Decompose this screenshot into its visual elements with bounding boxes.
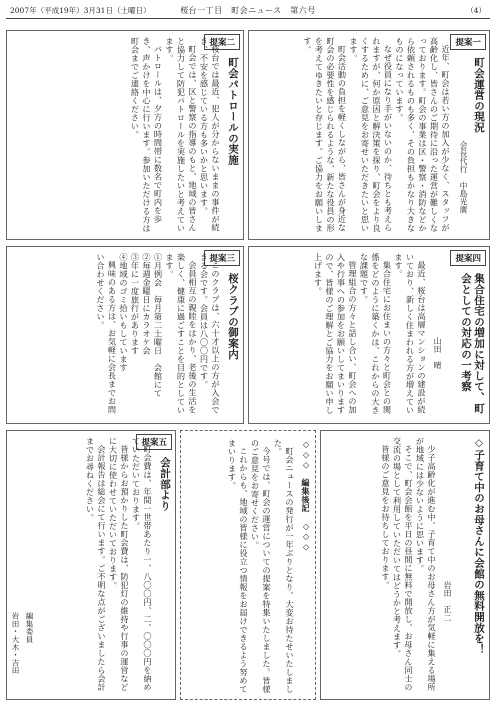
article-title: ◇子育て中のお母さんに会館の無料開放を！ xyxy=(473,437,485,655)
list-item: ③年に一度旅行があります xyxy=(130,253,141,355)
proposal-badge: 提案五 xyxy=(136,434,172,450)
paragraph: なぜ役員になり手がいないのか、待ちとも考えられますが、何か原因と解決策を探り、町会をより良くするために、ご意見をお寄せいただきたいと思います。 xyxy=(349,37,394,233)
paragraph: パトロールは、夕方の時間帯に数名で町内を歩き、声かけを中心に行います。参加いただける方は町会までご連絡ください。 xyxy=(130,37,164,233)
paragraph: 町会ニュースの発行が一年ぶりとなり、大変お待たせいたしました。 xyxy=(273,439,295,694)
proposal-badge: 提案一 xyxy=(450,34,486,50)
article-kosodate xyxy=(320,430,490,700)
editors-names: 岩田・大木・吉田 xyxy=(11,612,20,675)
paragraph: 少子高齢化が進む中、子育て中のお母さん方が気軽に集える場所が地域には少ないように思います。 xyxy=(415,437,437,692)
article-title: 町会パトロールの実施 xyxy=(227,57,239,165)
article-body xyxy=(11,253,221,419)
article-proposal-2 xyxy=(6,30,244,240)
paragraph: 町会費は、年間一世帯あたり一、八〇〇円、二、〇〇〇円を納めていただいております。 xyxy=(131,437,153,692)
list-item: ④地域のゴミ拾いもしています xyxy=(119,253,129,372)
paragraph: 町会では、区と警察の指導のもと、地域の皆さんと協力して防犯パトロールを実施したいと考えています。 xyxy=(165,37,198,233)
newsletter-title: 桜台一丁目 町会ニュース 第六号 xyxy=(180,6,316,15)
paragraph: 近年、町会は若い方の加入が少なく、スタッフが高齢化し、皆さんのご期待に沿った運営が難しくなっております。町会の事業は区・警察・消防などから依頼されるものも多く、その負担もかなり大きなものになっています。 xyxy=(395,37,451,233)
paragraph: 会員相互の親睦をはかり、老後の生活を楽しく、健康に過ごすことを目的としています。 xyxy=(165,253,198,415)
proposal-badge: 提案三 xyxy=(204,250,240,266)
paragraph: 興味のある方は、お気軽に会長までお問い合わせください。 xyxy=(96,253,118,415)
paragraph: 町会活動の負担を軽くしながら、皆さんが身近な町会の必要性を感じられるような、新たな役員の形を考えてゆきたいと存じます。ご協力をお願いします。 xyxy=(303,37,348,233)
page-number: （4） xyxy=(466,6,486,15)
proposal-badge: 提案四 xyxy=(450,250,486,266)
paragraph: 集合住宅にお住まいの方々と町会との関係をどのように築くかは、これからの大きな課題です。 xyxy=(359,253,393,415)
article-title: 町会運営の現況 xyxy=(473,57,485,133)
paragraph: 皆様のご意見をお待ちしております。 xyxy=(381,445,391,590)
article-body xyxy=(11,37,221,235)
paragraph: これからも、地域の皆様に役立つ情報をお届けできるよう努めてまいります。 xyxy=(227,439,249,694)
article-body xyxy=(253,37,451,235)
list-item: ①月例会 毎月第二土曜日 会館にて xyxy=(153,253,164,398)
article-title: 集合住宅の増加に対して、町会としての対応の一考察 xyxy=(460,273,485,414)
paragraph: 皆様からお預かりした町会費は、防犯灯の維持や行事の運営などに大切に使わせていただいております。 xyxy=(108,437,130,692)
page-header xyxy=(6,0,490,19)
article-proposal-4 xyxy=(248,246,490,424)
editorial-title: ◇◇◇ 編集後記 ◇◇◇ xyxy=(301,439,311,552)
article-body xyxy=(325,437,437,695)
article-proposal-1 xyxy=(248,30,490,240)
article-body xyxy=(253,253,427,419)
paragraph: 最近、桜台は高層マンションの建設が続いており、新しく住まわれる方が増えています。 xyxy=(394,253,427,415)
article-author: 会長代行 中島光廣 xyxy=(459,141,468,214)
article-author: 岩田 正二 xyxy=(443,581,452,622)
editors-label: 編集委員 xyxy=(25,612,34,644)
list-item: ②毎週金曜日にカラオケ会 xyxy=(142,253,152,355)
issue-date: 2007年（平成19年）3月31日（土曜日） xyxy=(10,6,151,15)
paragraph: このクラブは、六十才以上の方が入会できる会です。会員は八〇〇円です。 xyxy=(199,253,221,415)
article-proposal-3 xyxy=(6,246,244,424)
editorial-body xyxy=(185,439,295,695)
paragraph: 会計報告は総会にて行います。ご不明な点がございましたら会計までお尋ねください。 xyxy=(85,437,107,692)
editorial-note xyxy=(180,430,316,700)
paragraph: そこで、町会会館を平日の昼間に無料で開放し、お母さん同士の交流の場として利用していただいてはどうかと考えます。 xyxy=(392,437,414,692)
article-title: 桜クラブの御案内 xyxy=(227,273,239,360)
paragraph: 桜台では最近、犯人が分からないままの事件が続き、不安を感じている方も多いかと思います。 xyxy=(199,37,221,233)
proposal-badge: 提案二 xyxy=(204,34,240,50)
article-author: 山田 晴 xyxy=(433,337,442,370)
article-title: 会計部より xyxy=(159,457,171,511)
paragraph: 管理組合の方々と話し合い、町会への加入や行事への参加をお願いしてまいりますので、皆様のご理解とご協力をお願い申し上げます。 xyxy=(313,253,358,415)
paragraph: 今号では、町会の運営についての提案を特集いたしました。皆様のご意見をお寄せください。 xyxy=(250,439,272,694)
